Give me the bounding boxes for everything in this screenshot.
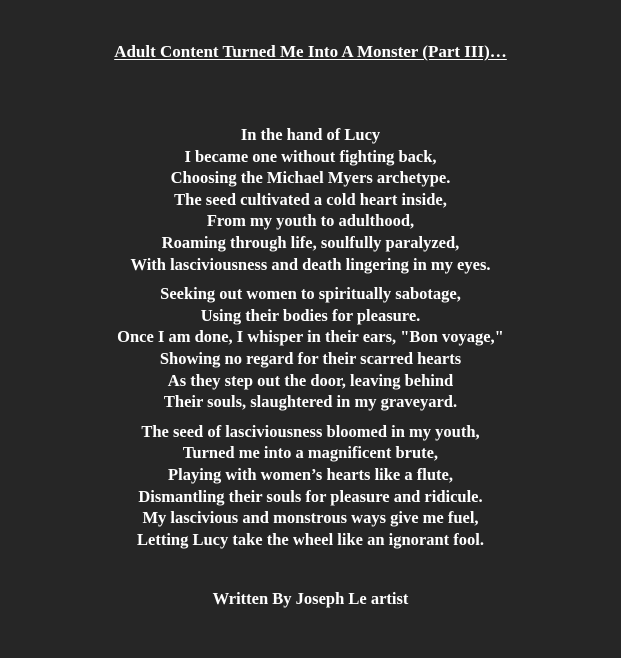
poem-body	[0, 124, 621, 558]
poem-line: Showing no regard for their scarred hearts	[159, 348, 462, 368]
poem-line: In the hand of Lucy	[240, 125, 381, 144]
poem-title: Adult Content Turned Me Into A Monster (Part III)…	[114, 42, 507, 61]
author-credit: Written By Joseph Le artist	[212, 589, 409, 608]
poem-line: From my youth to adulthood,	[206, 211, 415, 231]
poem-line: Choosing the Michael Myers archetype.	[170, 168, 451, 188]
stanza-1	[0, 124, 621, 275]
poem-line: My lascivious and monstrous ways give me fuel,	[142, 508, 479, 528]
poem-line: Using their bodies for pleasure.	[200, 305, 421, 325]
poem-line: Once I am done, I whisper in their ears, "Bon voyage,"	[117, 327, 504, 347]
poem-line: The seed of lasciviousness bloomed in my youth,	[141, 421, 480, 441]
stanza-3	[0, 421, 621, 551]
poem-line: With lasciviousness and death lingering in my eyes.	[130, 254, 491, 274]
poem-line: As they step out the door, leaving behind	[167, 370, 454, 390]
poem-line: Letting Lucy take the wheel like an ignorant fool.	[137, 529, 484, 549]
stanza-2	[0, 283, 621, 413]
poem-line: Turned me into a magnificent brute,	[182, 443, 439, 463]
poem-line: The seed cultivated a cold heart inside,	[174, 189, 447, 209]
poem-line: Roaming through life, soulfully paralyzed,	[161, 232, 460, 252]
poem-line: I became one without fighting back,	[184, 146, 437, 166]
poem-line: Dismantling their souls for pleasure and ridicule.	[138, 486, 483, 506]
poem-line: Playing with women’s hearts like a flute,	[168, 464, 453, 484]
poem-line: Seeking out women to spiritually sabotage,	[160, 284, 461, 304]
poem-line: Their souls, slaughtered in my graveyard.	[163, 392, 458, 412]
